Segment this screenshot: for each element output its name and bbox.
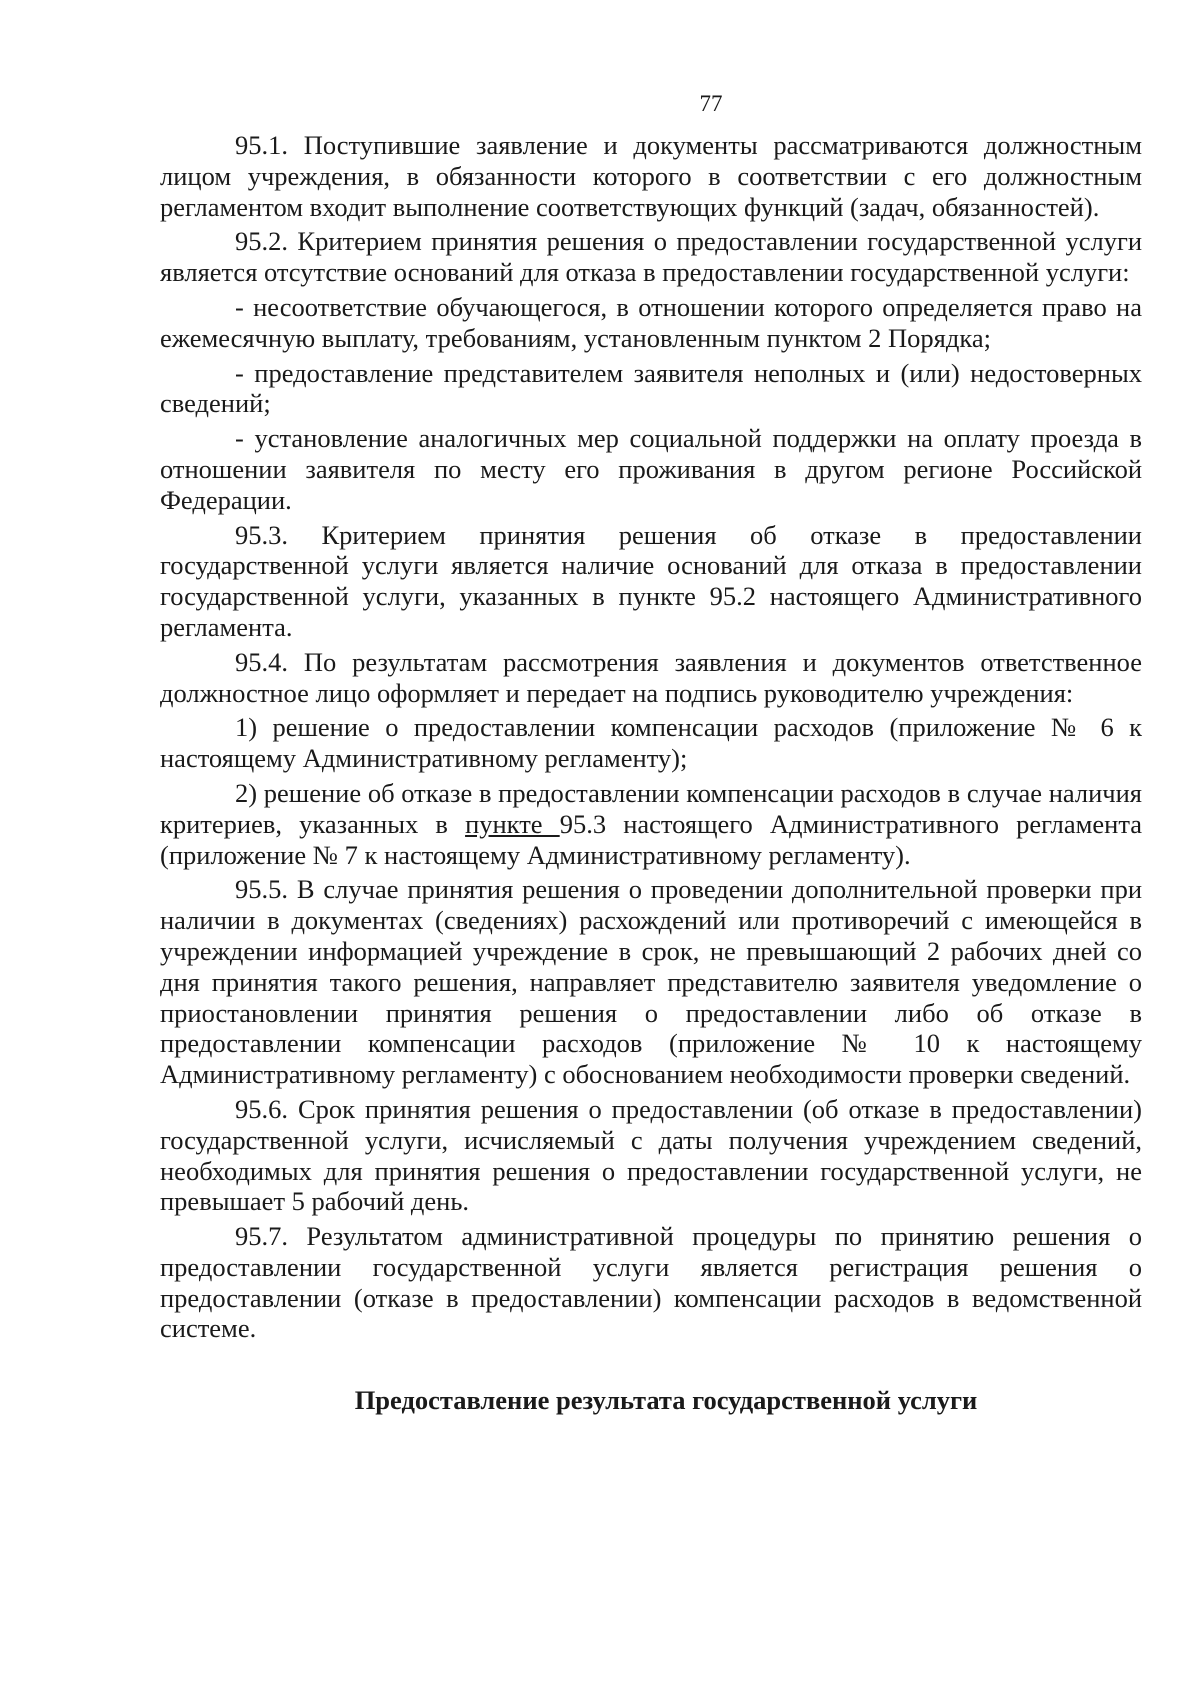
paragraph-95-3: 95.3. Критерием принятия решения об отказе в предоставлении государственной услуги является наличие оснований для отказа в предоставлении государственной услуги, указанных в пункте 95.2 настоящего Административного регламента. (160, 519, 1142, 642)
paragraph-95-4: 95.4. По результатам рассмотрения заявления и документов ответственное должностное лицо оформляет и передает на подпись руководителю учреждения: (160, 646, 1142, 708)
list-item-mismatch: - несоответствие обучающегося, в отношении которого определяется право на ежемесячную выплату, требованиям, установленным пунктом 2 Порядка; (160, 291, 1142, 353)
refusal-text-before: 2) решение об отказе в предоставлении компенсации расходов в случае наличия критериев, указанных в (160, 777, 1142, 839)
document-page (160, 88, 1142, 1416)
page-number: 77 (699, 91, 723, 116)
list-item-similar-measures: - установление аналогичных мер социальной поддержки на оплату проезда в отношении заявителя по месту его проживания в другом регионе Российской Федерации. (160, 423, 1142, 515)
point-reference: пункте (465, 808, 560, 839)
paragraph-95-5: 95.5. В случае принятия решения о проведении дополнительной проверки при наличии в документах (сведениях) расхождений или противоречий с имеющейся в учреждении информацией учреждение в срок, не превышающий 2 рабочих дней со дня принятия такого решения, направляет представителю заявителя уведомление о приостановлении принятия решения о предоставлении либо об отказе в предоставлении компенсации расходов (приложение № 10 к настоящему Административному регламенту) с обоснованием необходимости проверки сведений. (160, 874, 1142, 1090)
section-heading: Предоставление результата государственной услуги (354, 1385, 978, 1416)
list-item-decision-refusal (160, 778, 1142, 870)
paragraph-95-6: 95.6. Срок принятия решения о предоставлении (об отказе в предоставлении) государственной услуги, исчисляемый с даты получения учреждением сведений, необходимых для принятия решения о предоставлении государственной услуги, не превышает 5 рабочий день. (160, 1093, 1142, 1217)
list-item-incomplete-data: - предоставление представителем заявителя неполных и (или) недостоверных сведений; (160, 357, 1142, 419)
paragraph-95-2: 95.2. Критерием принятия решения о предоставлении государственной услуги является отсутствие оснований для отказа в предоставлении государственной услуги: (160, 226, 1142, 288)
paragraph-95-1: 95.1. Поступившие заявление и документы рассматриваются должностным лицом учреждения, в обязанности которого в соответствии с его должностным регламентом входит выполнение соответствующих функций (задач, обязанностей). (160, 130, 1142, 222)
paragraph-95-7: 95.7. Результатом административной процедуры по принятию решения о предоставлении государственной услуги является регистрация решения о предоставлении (отказе в предоставлении) компенсации расходов в ведомственной системе. (160, 1221, 1142, 1344)
list-item-decision-grant: 1) решение о предоставлении компенсации расходов (приложение № 6 к настоящему Административному регламенту); (160, 712, 1142, 774)
refusal-text-after: 95.3 настоящего Административного регламента (приложение № 7 к настоящему Административному регламенту). (160, 808, 1142, 870)
